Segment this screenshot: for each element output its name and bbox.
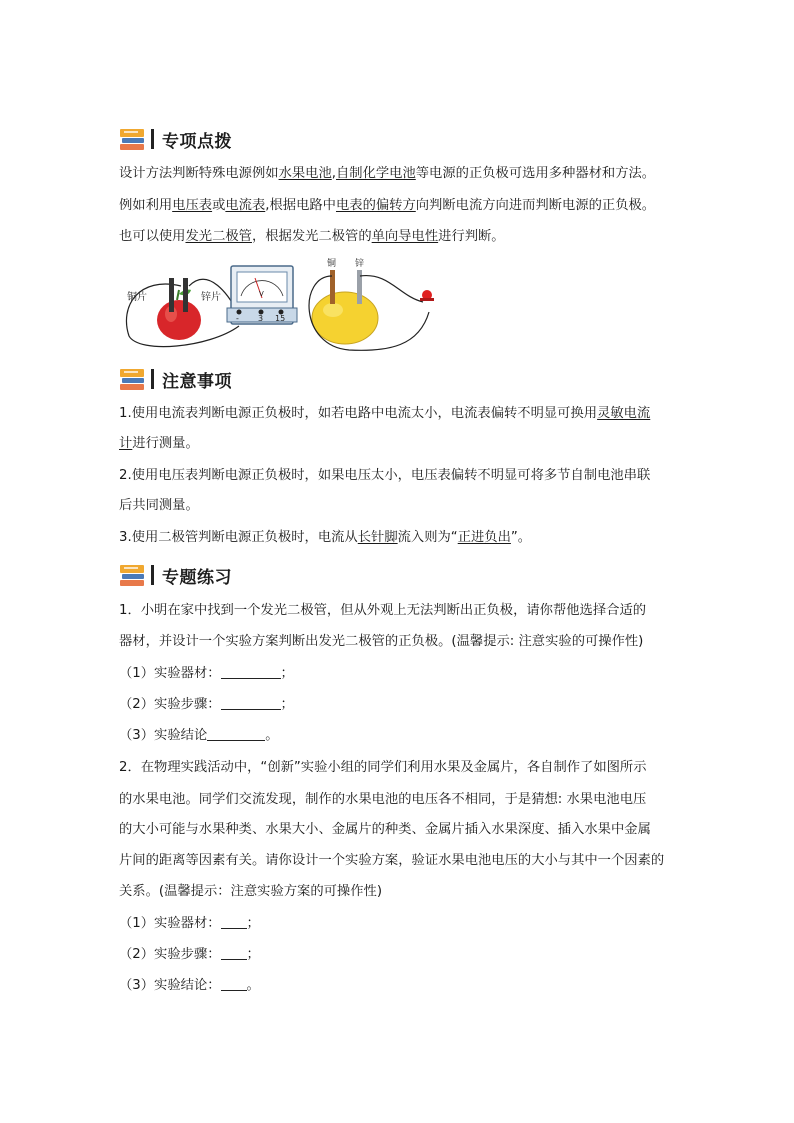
lemon <box>312 292 378 344</box>
svg-text:15: 15 <box>275 314 286 323</box>
apple <box>157 300 201 340</box>
heading-bar <box>151 369 154 389</box>
note-3-line: 3.使用二极管判断电源正负极时，电流从长针脚流入则为“正进负出”。 <box>119 530 532 545</box>
copper-electrode <box>330 270 335 304</box>
answer-blank[interactable] <box>221 695 281 710</box>
copper-label: 铜片 <box>127 292 147 303</box>
q2-item-materials: （1）实验器材： ； <box>119 916 260 931</box>
fruit-battery-illustration <box>119 256 449 356</box>
copper-top-label: 铜 <box>327 259 337 269</box>
zinc-electrode <box>357 270 362 304</box>
meter-unit: V <box>259 290 264 298</box>
heading-bar <box>151 129 154 149</box>
question-2-line-4: 片间的距离等因素有关。请你设计一个实验方案，验证水果电池电压的大小与其中一个因素的 <box>119 853 665 868</box>
answer-blank[interactable] <box>221 664 281 679</box>
section-title: 注意事项 <box>162 371 232 392</box>
section-title: 专题练习 <box>162 567 232 588</box>
svg-text:3: 3 <box>258 314 264 323</box>
tips-line-2: 例如利用电压表或电流表,根据电路中电表的偏转方向判断电流方向进而判断电源的正负极。 <box>119 198 656 213</box>
section-title: 专项点拨 <box>162 131 232 152</box>
question-2-line-2: 的水果电池。同学们交流发现，制作的水果电池的电压各不相同，于是猜想: 水果电池电压 <box>119 792 647 807</box>
svg-text:-: - <box>236 314 239 323</box>
q2-item-steps: （2）实验步骤： ； <box>119 947 260 962</box>
question-2-line-5: 关系。(温馨提示：注意实验方案的可操作性) <box>119 884 383 899</box>
books-icon <box>119 562 145 588</box>
question-2-line-3: 的大小可能与水果种类、水果大小、金属片的种类、金属片插入水果深度、插入水果中金属 <box>119 822 651 837</box>
tips-line-3: 也可以使用发光二极管，根据发光二极管的单向导电性进行判断。 <box>119 229 505 244</box>
q1-item-steps: （2）实验步骤： ； <box>119 697 294 712</box>
wire <box>360 276 423 302</box>
zinc-plate <box>183 278 188 312</box>
zinc-top-label: 锌 <box>355 259 365 269</box>
question-2-line-1: 2．在物理实践活动中，“创新”实验小组的同学们利用水果及金属片，各自制作了如图所示 <box>119 760 647 775</box>
copper-plate <box>169 278 174 312</box>
q1-item-materials: （1）实验器材： ； <box>119 666 294 681</box>
answer-blank[interactable] <box>221 976 247 991</box>
question-1-line-2: 器材，并设计一个实验方案判断出发光二极管的正负极。(温馨提示: 注意实验的可操作性) <box>119 634 644 649</box>
answer-blank[interactable] <box>207 726 265 741</box>
tips-line-1: 设计方法判断特殊电源例如水果电池,自制化学电池等电源的正负极可选用多种器材和方法。 <box>119 166 656 181</box>
q2-item-conclusion: （3）实验结论： 。 <box>119 978 260 993</box>
heading-bar <box>151 565 154 585</box>
section-heading-practice <box>119 560 232 590</box>
note-2-line-1: 2.使用电压表判断电源正负极时，如果电压太小，电压表偏转不明显可将多节自制电池串联 <box>119 468 651 483</box>
books-icon <box>119 126 145 152</box>
zinc-label: 锌片 <box>201 292 221 303</box>
answer-blank[interactable] <box>221 914 247 929</box>
question-1-line-1: 1．小明在家中找到一个发光二极管，但从外观上无法判断出正负极，请你帮他选择合适的 <box>119 603 647 618</box>
section-heading-tips <box>119 124 232 154</box>
note-2-line-2: 后共同测量。 <box>119 498 199 513</box>
q1-item-conclusion: （3）实验结论 。 <box>119 728 279 743</box>
section-heading-notes <box>119 364 232 394</box>
note-1-line-1: 1.使用电流表判断电源正负极时，如若电路中电流太小，电流表偏转不明显可换用灵敏电流 <box>119 406 651 421</box>
books-icon <box>119 366 145 392</box>
note-1-line-2: 计进行测量。 <box>119 436 199 451</box>
answer-blank[interactable] <box>221 945 247 960</box>
